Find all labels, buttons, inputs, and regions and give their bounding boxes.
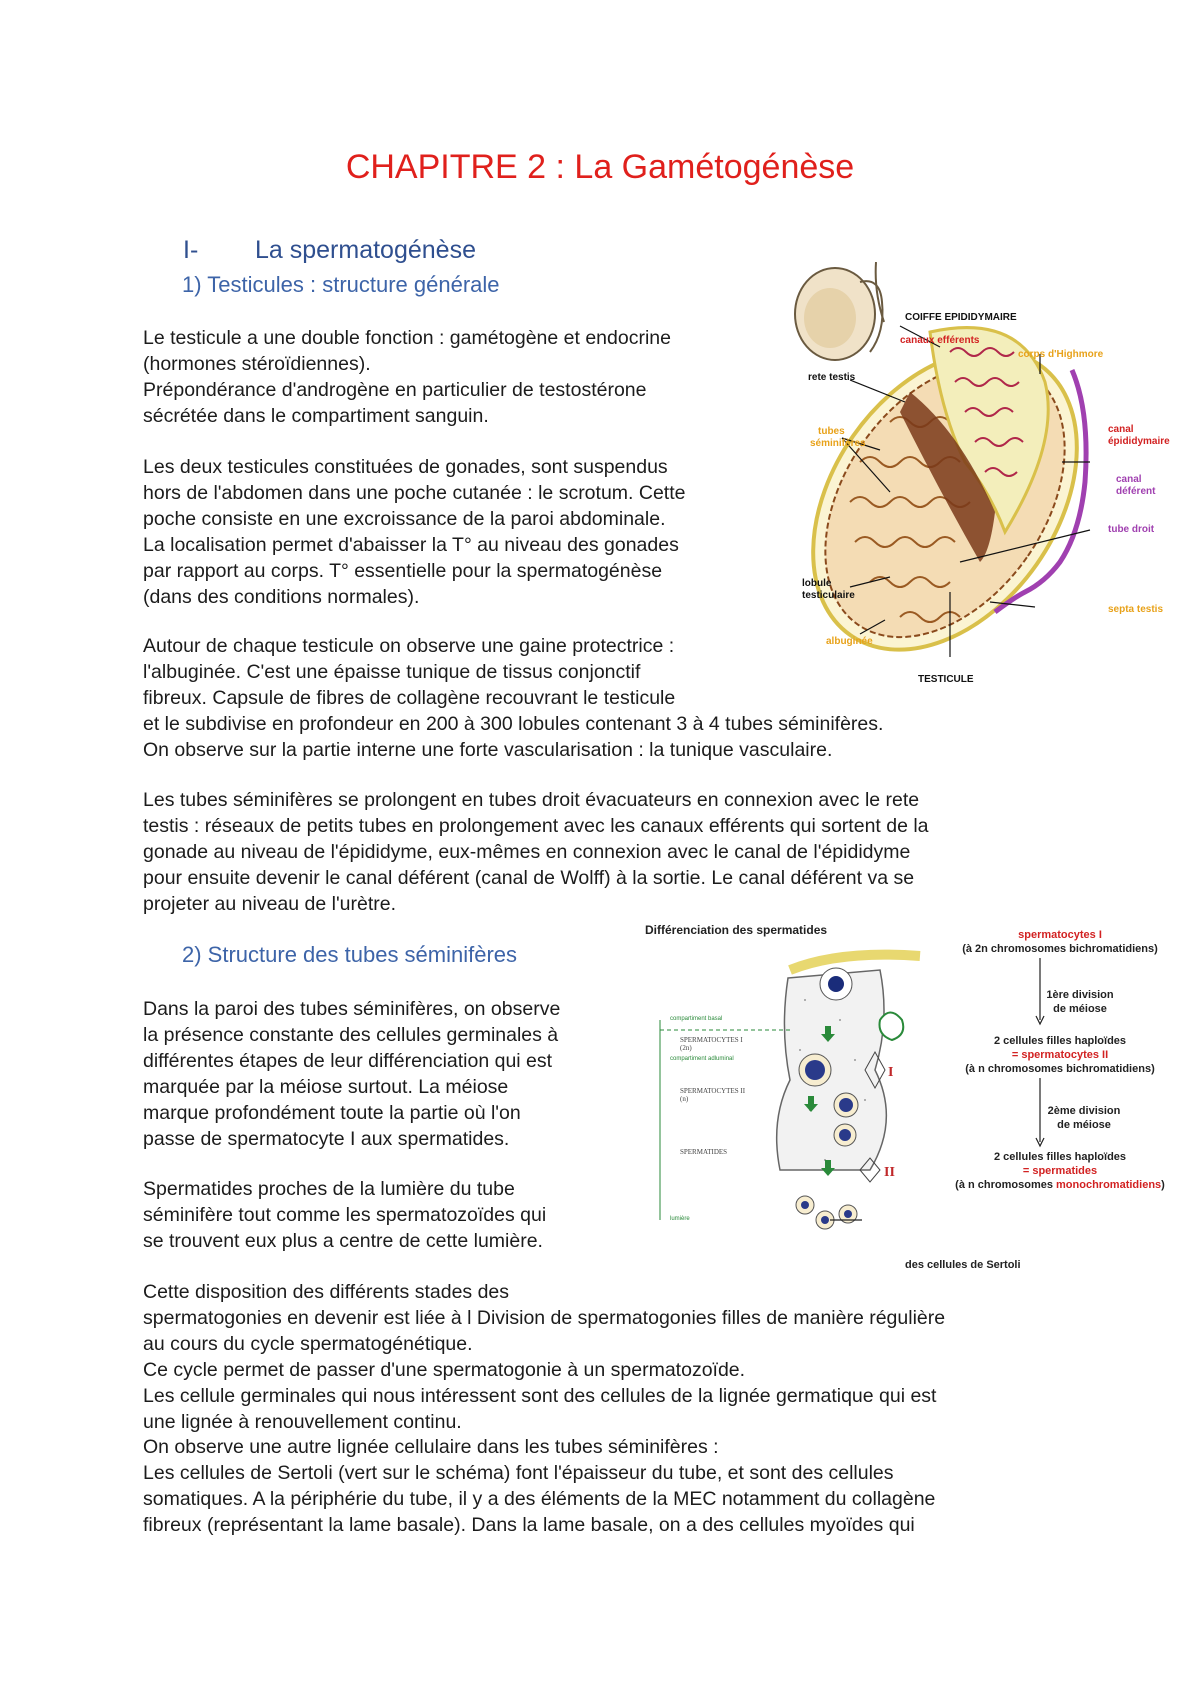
- text-line: différentes étapes de leur différenciation qui est: [143, 1049, 553, 1072]
- text-line: (hormones stéroïdiennes).: [143, 352, 371, 375]
- label-spermatocytes1-ploidy: (2n): [680, 1044, 692, 1052]
- section-number: I-: [183, 236, 199, 264]
- text-line: gonade au niveau de l'épididyme, eux-mêmes en connexion avec le canal de l'épididyme: [143, 840, 911, 863]
- label-lumiere: lumière: [670, 1216, 690, 1222]
- text-division2-b: de méiose: [1057, 1119, 1111, 1131]
- text-line: On observe sur la partie interne une forte vascularisation : la tunique vasculaire.: [143, 738, 833, 761]
- label-testicule: TESTICULE: [918, 674, 974, 685]
- label-coiffe: COIFFE EPIDIDYMAIRE: [905, 312, 1017, 323]
- spermatid-differentiation-figure: [640, 920, 1185, 1250]
- paragraph-fonction: [143, 326, 671, 430]
- label-septa: septa testis: [1108, 604, 1164, 615]
- roman-numeral-1: I: [888, 1065, 894, 1080]
- text-line: poche consiste en une excroissance de la paroi abdominale.: [143, 507, 666, 530]
- text-cellules-filles-2: 2 cellules filles haploïdes: [993, 1151, 1127, 1163]
- text-line: se trouvent eux plus a centre de cette lumière.: [143, 1229, 543, 1252]
- text-line: Les cellule germinales qui nous intéressent sont des cellules de la lignée germatique qui est: [143, 1384, 937, 1407]
- text-line: sécrétée dans le compartiment sanguin.: [143, 404, 489, 427]
- sertoli-nucleus: [880, 1013, 904, 1041]
- label-lobule-1: lobule: [802, 578, 832, 589]
- testicle-structure-figure: [790, 262, 1180, 690]
- sertoli-cell: [777, 970, 887, 1170]
- meiosis-text-panel: [875, 929, 1165, 1250]
- text-line: Dans la paroi des tubes séminifères, on observe: [143, 998, 561, 1020]
- text-line: Autour de chaque testicule on observe une gaine protectrice :: [143, 635, 675, 657]
- paragraph-spermatides: [143, 1177, 546, 1255]
- label-tubes-2: séminifères: [810, 438, 866, 449]
- text-line: l'albuginée. C'est une épaisse tunique de tissus conjonctif: [143, 660, 641, 683]
- nucleus: [839, 1098, 853, 1112]
- label-spermatocytes2: SPERMATOCYTES II: [680, 1087, 746, 1095]
- page-title: CHAPITRE 2 : La Gamétogénèse: [345, 148, 855, 186]
- label-canal-def-2: déférent: [1116, 486, 1156, 497]
- paragraph-paroi: [143, 997, 560, 1152]
- testicle-sketch: [795, 262, 884, 360]
- text-line: projeter au niveau de l'urètre.: [143, 892, 397, 915]
- text-n-chromosomes-bi: (à n chromosomes bichromatidiens): [965, 1063, 1155, 1075]
- text-line: (dans des conditions normales).: [143, 585, 420, 608]
- text-line: somatiques. A la périphérie du tube, il y a des éléments de la MEC notamment du collagène: [143, 1488, 936, 1511]
- text-line: Ce cycle permet de passer d'une spermatogonie à un spermatozoïde.: [143, 1358, 746, 1381]
- label-canal-def-1: canal: [1116, 474, 1142, 485]
- text-line: Les deux testicules constituées de gonades, sont suspendus: [143, 456, 668, 478]
- text-cellules-filles-1: 2 cellules filles haploïdes: [993, 1035, 1127, 1047]
- text-line: hors de l'abdomen dans une poche cutanée : le scrotum. Cette: [143, 481, 686, 504]
- text-line: passe de spermatocyte I aux spermatides.: [143, 1127, 510, 1150]
- text-line: La localisation permet d'abaisser la T° au niveau des gonades: [143, 533, 679, 556]
- text-line: Les cellules de Sertoli (vert sur le schéma) font l'épaisseur du tube, et sont des cellules: [143, 1462, 894, 1485]
- text-line: et le subdivise en profondeur en 200 à 300 lobules contenant 3 à 4 tubes séminifères.: [143, 712, 884, 735]
- text-line: séminifère tout comme les spermatozoïdes qui: [143, 1203, 547, 1226]
- label-compartiment-adluminal: compartiment adluminal: [670, 1056, 734, 1062]
- text-division1-b: de méiose: [1053, 1003, 1107, 1015]
- basal-lamina: [790, 955, 920, 970]
- label-tube-droit: tube droit: [1108, 524, 1155, 535]
- label-albuginee: albuginée: [826, 636, 873, 647]
- text-n-chromosomes-mono: (à n chromosomes monochromatidiens): [955, 1179, 1165, 1191]
- text-line: Spermatides proches de la lumière du tube: [143, 1178, 515, 1200]
- label-spermatocytes2-ploidy: (n): [680, 1095, 689, 1103]
- section-label: La spermatogénèse: [255, 236, 476, 264]
- text-line: Prépondérance d'androgène en particulier de testostérone: [143, 378, 647, 401]
- label-spermatides: SPERMATIDES: [680, 1148, 728, 1156]
- text-line: au cours du cycle spermatogénétique.: [143, 1332, 473, 1355]
- label-compartiment-basal: compartiment basal: [670, 1016, 723, 1022]
- text-division1-a: 1ère division: [1046, 989, 1114, 1001]
- label-rete-testis: rete testis: [808, 372, 856, 383]
- paragraph-cycle: [143, 1280, 945, 1539]
- text-line: la présence constante des cellules germinales à: [143, 1023, 559, 1046]
- text-2n-chromosomes: (à 2n chromosomes bichromatidiens): [962, 943, 1158, 955]
- text-line: spermatogonies en devenir est liée à l Division de spermatogonies filles de manière régulière: [143, 1306, 946, 1329]
- text-spermatides: = spermatides: [1022, 1165, 1098, 1177]
- text-line: Cette disposition des différents stades des: [143, 1281, 510, 1303]
- text-line: par rapport au corps. T° essentielle pour la spermatogénèse: [143, 559, 663, 582]
- text-line: pour ensuite devenir le canal déférent (canal de Wolff) à la sortie. Le canal déférent va se: [143, 866, 915, 889]
- label-canaux-efferents: canaux efférents: [900, 335, 980, 346]
- label-spermatocytes1: SPERMATOCYTES I: [680, 1036, 743, 1044]
- text-line: fibreux (représentant la lame basale). Dans la lame basale, on a des cellules myoïdes qui: [143, 1514, 915, 1537]
- label-tubes-1: tubes: [818, 426, 845, 437]
- nucleus: [839, 1129, 851, 1141]
- nucleus: [805, 1060, 825, 1080]
- text-line: fibreux. Capsule de fibres de collagène recouvrant le testicule: [143, 686, 676, 709]
- subheading-tubes: 2) Structure des tubes séminifères: [182, 942, 518, 967]
- caption-line-2: des cellules de Sertoli: [905, 1259, 1021, 1271]
- paragraph-scrotum: [143, 455, 685, 610]
- label-canal-epi-2: épididymaire: [1108, 436, 1170, 447]
- text-line: une lignée à renouvellement continu.: [143, 1410, 462, 1433]
- text-line: On observe une autre lignée cellulaire dans les tubes séminifères :: [143, 1436, 719, 1459]
- nucleus: [828, 976, 844, 992]
- text-line: marque profondément toute la partie où l'on: [143, 1101, 521, 1124]
- paragraph-tubes-droits: [143, 788, 929, 918]
- text-spermatocytes1: spermatocytes I: [1018, 929, 1102, 941]
- roman-numeral-2: II: [884, 1165, 895, 1180]
- label-corps-highmore: corps d'Highmore: [1018, 349, 1104, 360]
- text-line: testis : réseaux de petits tubes en prolongement avec les canaux efférents qui sortent de la: [143, 814, 929, 837]
- label-canal-epi-1: canal: [1108, 424, 1134, 435]
- section-heading: [183, 236, 476, 265]
- subheading-testicules: 1) Testicules : structure générale: [182, 272, 500, 297]
- text-line: Le testicule a une double fonction : gamétogène et endocrine: [143, 327, 671, 349]
- paragraph-albuginee: [143, 634, 883, 764]
- label-lobule-2: testiculaire: [802, 590, 855, 601]
- text-division2-a: 2ème division: [1047, 1105, 1121, 1117]
- text-line: marquée par la méiose surtout. La méiose: [143, 1075, 509, 1098]
- text-spermatocytes2: = spermatocytes II: [1011, 1049, 1109, 1061]
- text-line: Les tubes séminifères se prolongent en tubes droit évacuateurs en connexion avec le rete: [143, 789, 920, 811]
- figure2-title: Différenciation des spermatides: [645, 923, 828, 937]
